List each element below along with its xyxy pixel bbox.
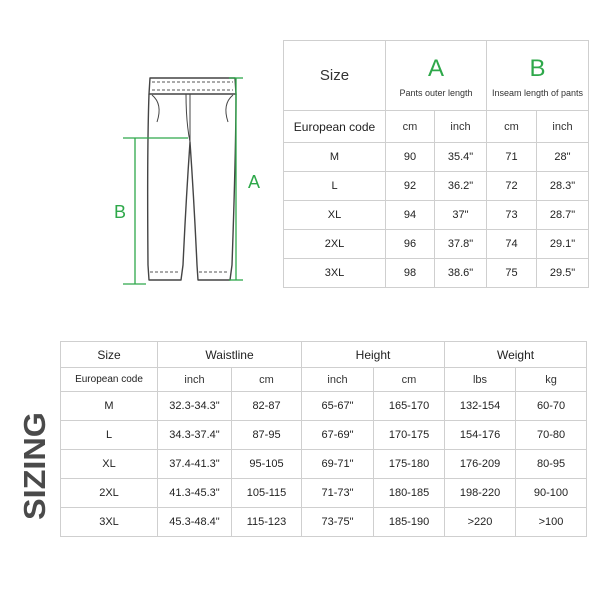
size-cell: XL (284, 201, 386, 230)
value-cell: 170-175 (374, 421, 445, 450)
table-row (61, 450, 587, 479)
unit-cell: kg (516, 368, 587, 392)
value-cell: 71-73" (302, 479, 374, 508)
size-cell: L (61, 421, 158, 450)
size-cell: L (284, 172, 386, 201)
unit-row (284, 111, 589, 143)
value-cell: 154-176 (445, 421, 516, 450)
euro-code-header: European code (284, 111, 386, 143)
value-cell: 65-67" (302, 392, 374, 421)
value-cell: 92 (386, 172, 435, 201)
value-cell: 80-95 (516, 450, 587, 479)
table-header-row (284, 41, 589, 111)
value-cell: 87-95 (232, 421, 302, 450)
value-cell: 105-115 (232, 479, 302, 508)
pants-outline (148, 94, 236, 280)
sizing-text: SIZING (17, 416, 52, 520)
value-cell: >220 (445, 508, 516, 537)
unit-cell: cm (487, 111, 537, 143)
height-header: Height (302, 342, 445, 368)
unit-cell: inch (302, 368, 374, 392)
col-a-letter: A (427, 54, 444, 82)
value-cell: 180-185 (374, 479, 445, 508)
value-cell: 90 (386, 143, 435, 172)
pocket-right (226, 95, 233, 122)
col-a-header (386, 41, 487, 111)
value-cell: 115-123 (232, 508, 302, 537)
weight-header: Weight (445, 342, 587, 368)
label-b: B (114, 202, 127, 222)
value-cell: 185-190 (374, 508, 445, 537)
value-cell: 74 (487, 230, 537, 259)
unit-cell: inch (435, 111, 487, 143)
pants-diagram (0, 0, 282, 300)
unit-cell: cm (374, 368, 445, 392)
size-cell: XL (61, 450, 158, 479)
table-header-row (61, 342, 587, 368)
value-cell: 75 (487, 259, 537, 288)
table-row (284, 143, 589, 172)
unit-row (61, 368, 587, 392)
table-row (61, 508, 587, 537)
table-row (61, 479, 587, 508)
value-cell: 72 (487, 172, 537, 201)
col-a-desc: Pants outer length (399, 87, 473, 98)
value-cell: 35.4" (435, 143, 487, 172)
value-cell: 29.5" (537, 259, 589, 288)
value-cell: 45.3-48.4" (158, 508, 232, 537)
size-cell: 3XL (284, 259, 386, 288)
value-cell: 94 (386, 201, 435, 230)
euro-code-header: European code (61, 368, 158, 392)
unit-cell: inch (158, 368, 232, 392)
value-cell: 73 (487, 201, 537, 230)
value-cell: 32.3-34.3" (158, 392, 232, 421)
value-cell: 28.7" (537, 201, 589, 230)
waistline-header: Waistline (158, 342, 302, 368)
size-cell: M (284, 143, 386, 172)
unit-cell: lbs (445, 368, 516, 392)
label-a: A (248, 172, 261, 192)
size-cell: 2XL (61, 479, 158, 508)
value-cell: 175-180 (374, 450, 445, 479)
value-cell: 71 (487, 143, 537, 172)
table-row (284, 230, 589, 259)
col-b-letter: B (529, 54, 546, 82)
col-b-header (487, 41, 589, 111)
value-cell: 176-209 (445, 450, 516, 479)
measure-a (229, 78, 243, 280)
value-cell: 165-170 (374, 392, 445, 421)
value-cell: 38.6" (435, 259, 487, 288)
value-cell: 37.8" (435, 230, 487, 259)
sizing-label (12, 410, 52, 520)
value-cell: 73-75" (302, 508, 374, 537)
value-cell: 34.3-37.4" (158, 421, 232, 450)
size-cell: 2XL (284, 230, 386, 259)
table-row (284, 259, 589, 288)
pants-waistband (149, 78, 236, 94)
value-cell: 60-70 (516, 392, 587, 421)
value-cell: 90-100 (516, 479, 587, 508)
measure-b (123, 138, 188, 284)
value-cell: 98 (386, 259, 435, 288)
value-cell: 29.1" (537, 230, 589, 259)
value-cell: 82-87 (232, 392, 302, 421)
value-cell: 132-154 (445, 392, 516, 421)
table-row (61, 392, 587, 421)
unit-cell: inch (537, 111, 589, 143)
value-cell: 41.3-45.3" (158, 479, 232, 508)
size-cell: M (61, 392, 158, 421)
size-cell: 3XL (61, 508, 158, 537)
value-cell: 36.2" (435, 172, 487, 201)
col-b-desc: Inseam length of pants (491, 87, 584, 98)
value-cell: 95-105 (232, 450, 302, 479)
pants-size-table (283, 40, 589, 288)
size-header: Size (61, 342, 158, 368)
pocket-left (152, 95, 159, 122)
value-cell: 198-220 (445, 479, 516, 508)
unit-cell: cm (232, 368, 302, 392)
value-cell: 37.4-41.3" (158, 450, 232, 479)
unit-cell: cm (386, 111, 435, 143)
table-row (284, 172, 589, 201)
value-cell: 70-80 (516, 421, 587, 450)
value-cell: 37" (435, 201, 487, 230)
size-header: Size (284, 41, 386, 111)
table-row (61, 421, 587, 450)
value-cell: 28.3" (537, 172, 589, 201)
body-size-table (60, 341, 587, 537)
value-cell: 28" (537, 143, 589, 172)
value-cell: >100 (516, 508, 587, 537)
value-cell: 69-71" (302, 450, 374, 479)
value-cell: 67-69" (302, 421, 374, 450)
table-row (284, 201, 589, 230)
value-cell: 96 (386, 230, 435, 259)
